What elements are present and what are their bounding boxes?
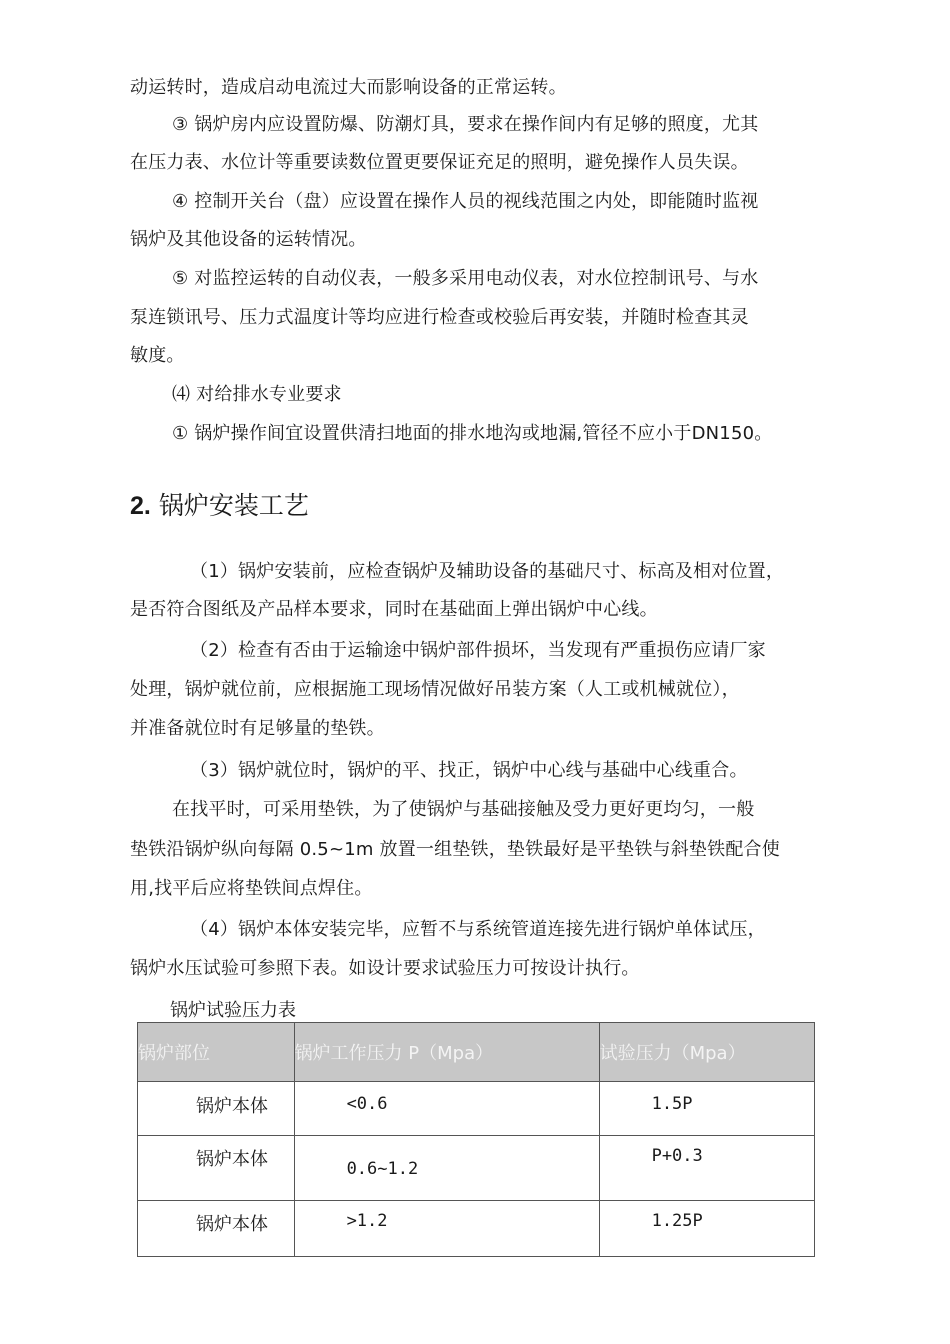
header-cell-test-pressure: 试验压力（Mpa） xyxy=(599,1023,814,1082)
cell-text: 锅炉本体 xyxy=(196,1149,268,1170)
paragraph-line: ① 锅炉操作间宜设置供清扫地面的排水地沟或地漏,管径不应小于DN150。 xyxy=(172,423,773,444)
table-header-row xyxy=(138,1023,815,1082)
table-cell xyxy=(138,1082,295,1136)
section-heading xyxy=(130,490,309,522)
paragraph-line: 在找平时，可采用垫铁，为了使锅炉与基础接触及受力更好更均匀，一般 xyxy=(172,799,755,820)
table-row xyxy=(138,1136,815,1201)
table-cell xyxy=(599,1136,814,1201)
paragraph-line: （1）锅炉安装前，应检查锅炉及辅助设备的基础尺寸、标高及相对位置， xyxy=(190,561,785,582)
table-cell xyxy=(138,1136,295,1201)
paragraph-line: 处理，锅炉就位前，应根据施工现场情况做好吊装方案（人工或机械就位）， xyxy=(130,679,740,700)
cell-text: 锅炉本体 xyxy=(196,1096,268,1117)
paragraph-line: （3）锅炉就位时，锅炉的平、找正，锅炉中心线与基础中心线重合。 xyxy=(190,760,748,781)
table-row xyxy=(138,1082,815,1136)
table-cell xyxy=(294,1136,599,1201)
section-number: 2. xyxy=(130,492,151,520)
header-cell-working-pressure: 锅炉工作压力 P（Mpa） xyxy=(294,1023,599,1082)
cell-text: 1.25P xyxy=(651,1211,703,1231)
cell-text: 锅炉本体 xyxy=(196,1214,268,1235)
table-row xyxy=(138,1201,815,1257)
table-cell xyxy=(294,1082,599,1136)
cell-text: 0.6~1.2 xyxy=(346,1159,419,1179)
paragraph-line: 泵连锁讯号、压力式温度计等均应进行检查或校验后再安装，并随时检查其灵 xyxy=(130,307,749,328)
header-cell-part: 锅炉部位 xyxy=(138,1023,295,1082)
paragraph-line: 是否符合图纸及产品样本要求，同时在基础面上弹出锅炉中心线。 xyxy=(130,599,658,620)
paragraph-line: ⑷ 对给排水专业要求 xyxy=(172,384,342,405)
paragraph-line: 并准备就位时有足够量的垫铁。 xyxy=(130,718,385,739)
paragraph-line: 敏度。 xyxy=(130,345,185,366)
paragraph-line: ⑤ 对监控运转的自动仪表，一般多采用电动仪表，对水位控制讯号、与水 xyxy=(172,268,759,289)
paragraph-line: 垫铁沿锅炉纵向每隔 0.5~1m 放置一组垫铁，垫铁最好是平垫铁与斜垫铁配合使 xyxy=(130,839,780,860)
cell-text: <0.6 xyxy=(346,1094,388,1114)
table-cell xyxy=(599,1201,814,1257)
table-cell xyxy=(599,1082,814,1136)
cell-text: >1.2 xyxy=(346,1211,388,1231)
paragraph-line: ④ 控制开关台（盘）应设置在操作人员的视线范围之内处，即能随时监视 xyxy=(172,191,759,212)
cell-text: P+0.3 xyxy=(651,1146,703,1166)
section-title: 锅炉安装工艺 xyxy=(158,491,309,520)
pressure-table xyxy=(137,1022,815,1257)
table-caption: 锅炉试验压力表 xyxy=(170,1000,296,1021)
paragraph-line: ③ 锅炉房内应设置防爆、防潮灯具，要求在操作间内有足够的照度，尤其 xyxy=(172,114,759,135)
paragraph-line: 动运转时，造成启动电流过大而影响设备的正常运转。 xyxy=(130,77,567,98)
paragraph-line: （2）检查有否由于运输途中锅炉部件损坏，当发现有严重损伤应请厂家 xyxy=(190,640,766,661)
paragraph-line: 锅炉水压试验可参照下表。如设计要求试验压力可按设计执行。 xyxy=(130,958,640,979)
paragraph-line: 在压力表、水位计等重要读数位置更要保证充足的照明，避免操作人员失误。 xyxy=(130,152,749,173)
table-cell xyxy=(138,1201,295,1257)
paragraph-line: 锅炉及其他设备的运转情况。 xyxy=(130,229,367,250)
table-cell xyxy=(294,1201,599,1257)
paragraph-line: 用,找平后应将垫铁间点焊住。 xyxy=(130,878,373,899)
cell-text: 1.5P xyxy=(651,1094,693,1114)
paragraph-line: （4）锅炉本体安装完毕，应暂不与系统管道连接先进行锅炉单体试压， xyxy=(190,919,766,940)
